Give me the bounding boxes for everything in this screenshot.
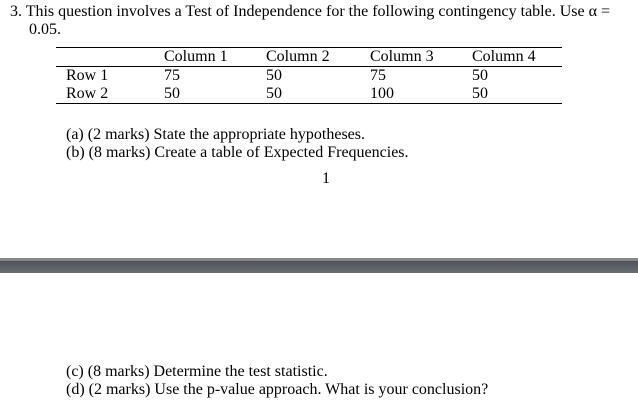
page-break-highlight <box>0 258 638 261</box>
table-header-cell <box>56 48 164 67</box>
question-text-line1: 3. This question involves a Test of Independence for the following contingency table. Use α = <box>10 3 610 20</box>
row-label: Row 1 <box>66 67 109 84</box>
part-d-text: (d) (2 marks) Use the p-value approach. What is your conclusion? <box>66 381 489 398</box>
table-cell: 50 <box>266 67 282 84</box>
part-a-text: (a) (2 marks) State the appropriate hypotheses. <box>66 126 366 143</box>
contingency-table <box>56 47 562 104</box>
page-number: 1 <box>322 170 330 187</box>
part-b-text: (b) (8 marks) Create a table of Expected Frequencies. <box>66 144 409 161</box>
table-cell: 50 <box>472 85 488 102</box>
table-header-cell: Column 3 <box>370 48 434 65</box>
table-cell: 50 <box>472 67 488 84</box>
table-header-row <box>56 48 562 67</box>
table-cell: 50 <box>164 85 180 102</box>
table-header-cell: Column 1 <box>164 48 228 65</box>
table-header-cell: Column 4 <box>472 48 536 65</box>
part-c-text: (c) (8 marks) Determine the test statistic. <box>66 363 328 380</box>
table-row <box>56 85 562 104</box>
question-text-line2: 0.05. <box>29 21 61 38</box>
table-cell: 50 <box>266 85 282 102</box>
row-label: Row 2 <box>66 85 109 102</box>
table-row <box>56 67 562 86</box>
table-header-cell: Column 2 <box>266 48 330 65</box>
table-cell: 75 <box>164 67 180 84</box>
table-cell: 75 <box>370 67 386 84</box>
table-cell: 100 <box>370 85 394 102</box>
